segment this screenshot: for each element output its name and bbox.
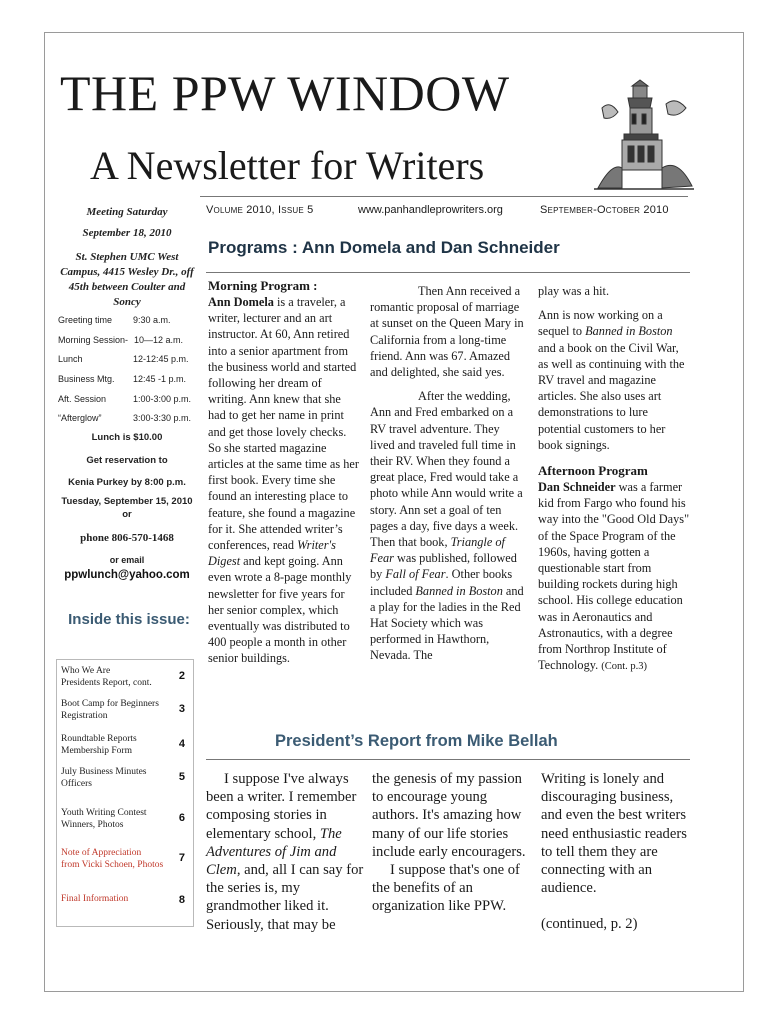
book-title: Banned in Boston — [415, 583, 503, 598]
reservation-deadline: Tuesday, September 15, 2010 or — [61, 496, 193, 520]
schedule-time: 10—12 a.m. — [134, 335, 184, 345]
book-title: Fall of Fear — [385, 567, 446, 582]
programs-column-2 — [370, 283, 526, 664]
president-paragraph: I suppose that's one of the benefits of an organization like PPW. — [372, 862, 520, 915]
reservation-contact: Kenia Purkey by 8:00 p.m. — [68, 477, 186, 488]
toc-page-number: 3 — [178, 703, 185, 715]
toc-title: Roundtable Reports — [61, 734, 137, 744]
schedule-label: Greeting time — [58, 315, 113, 325]
toc-item — [61, 666, 191, 690]
toc-subtitle: Winners, Photos — [61, 819, 124, 830]
toc-item — [61, 734, 191, 758]
website-url: www.panhandleprowriters.org — [358, 204, 503, 216]
newsletter-title: THE PPW WINDOW — [60, 65, 510, 121]
toc-page-number: 4 — [178, 738, 185, 750]
toc-subtitle: Officers — [61, 778, 92, 789]
toc-item — [61, 894, 191, 906]
toc-subtitle: from Vicki Schoen, Photos — [61, 859, 164, 870]
toc-page-number: 2 — [178, 670, 185, 682]
toc-title: July Business Minutes — [61, 767, 147, 777]
or-email-label: or email — [109, 555, 145, 565]
programs-paragraph: Then Ann received a romantic proposal of marriage at sunset on the Queen Mary in California from a long-time friend. Ann was 67. Amazed and delighted, she said yes. — [370, 284, 524, 380]
reservation-note: Get reservation to — [86, 455, 168, 466]
programs-paragraph: After the wedding, Ann and Fred embarked on a RV travel adventure. They lived and traveled full time in their RV. When they found a great place, Fred would take a photo while Ann would write a story. Ann set a goal of ten pages a day, five days a week. Then that book, Triangle of Fear was published, followed by Fall of Fear. Other books included Banned in Boston and a play for the ladies in the Red Hat Society which was performed in Hawthorn, Nevada. The — [370, 389, 524, 663]
toc-title: Boot Camp for Beginners — [61, 699, 159, 709]
masthead-divider — [200, 196, 688, 197]
book-title: Triangle of Fear — [370, 535, 505, 566]
schedule-label: Morning Session- — [58, 335, 129, 345]
continued-note: (Cont. p.3) — [601, 661, 648, 673]
toc-item — [61, 767, 191, 791]
president-divider — [206, 759, 690, 760]
toc-page-number: 5 — [178, 771, 185, 783]
reservation-email: ppwlunch@yahoo.com — [64, 569, 190, 581]
speaker-name: Ann Domela — [208, 295, 274, 309]
toc-item — [61, 699, 191, 723]
issue-date: September-October 2010 — [540, 204, 669, 216]
programs-column-1 — [208, 278, 360, 667]
reservation-phone: phone 806-570-1468 — [80, 532, 174, 544]
schedule-time: 12-12:45 p.m. — [133, 354, 189, 364]
story-title: The Adventures of Jim and Clem — [206, 825, 342, 879]
schedule-time: 9:30 a.m. — [133, 315, 171, 325]
inside-issue-title: Inside this issue: — [68, 611, 190, 628]
president-paragraph: the genesis of my passion to encourage young authors. It's amazing how many of our life stories include early encouragers. — [372, 771, 526, 860]
schedule-time: 1:00-3:00 p.m. — [133, 394, 192, 404]
newsletter-subtitle: A Newsletter for Writers — [90, 143, 485, 188]
schedule-time: 12:45 -1 p.m. — [133, 374, 187, 384]
schedule-label: Business Mtg. — [58, 374, 115, 384]
president-paragraph: Writing is lonely and discouraging business, and even the best writers need enthusiastic readers to tell them they are connecting with an audience. — [541, 771, 687, 897]
toc-title: Youth Writing Contest — [61, 808, 147, 818]
toc-subtitle: Presidents Report, cont. — [61, 677, 152, 688]
president-report-heading: President’s Report from Mike Bellah — [275, 732, 558, 750]
meeting-location: St. Stephen UMC West Campus, 4415 Wesley Dr., off 45th between Coulter and Soncy — [60, 251, 194, 308]
president-column-1 — [206, 770, 368, 934]
toc-subtitle: Registration — [61, 710, 108, 721]
president-paragraph: I suppose I've always been a writer. I remember composing stories in elementary school, The Adventures of Jim and Clem, and, all I can say for the series is, my grandmother liked it. Seriously, that may be — [206, 771, 364, 933]
book-title: Banned in Boston — [585, 324, 673, 339]
volume-issue-label: Volume 2010, Issue 5 — [206, 204, 314, 216]
programs-heading: Programs : Ann Domela and Dan Schneider — [208, 238, 560, 257]
lunch-price: Lunch is $10.00 — [91, 432, 163, 443]
schedule-label: Aft. Session — [58, 394, 107, 404]
speaker-name: Dan Schneider — [538, 480, 616, 495]
programs-divider — [206, 272, 690, 273]
programs-column-3 — [538, 283, 690, 675]
president-column-2 — [372, 770, 534, 916]
toc-title: Note of Appreciation — [61, 848, 142, 858]
toc-title: Final Information — [61, 894, 129, 904]
toc-page-number: 6 — [178, 812, 185, 824]
programs-paragraph: Ann is now working on a sequel to Banned in Boston and a book on the Civil War, as well as continuing with the RV travel and magazine articles. She also uses art demonstrations to lure potential customers to her book signings. — [538, 308, 685, 452]
morning-program-heading: Morning Program : — [208, 278, 318, 293]
magazine-title: Writer's Digest — [208, 538, 336, 569]
meeting-label: Meeting Saturday — [86, 206, 168, 218]
schedule-time: 3:00-3:30 p.m. — [133, 413, 192, 423]
afternoon-program-heading: Afternoon Program — [538, 463, 648, 479]
morning-program-text: Ann Domela is a traveler, a writer, lecturer and an art instructor. At 60, Ann retired into a senior apartment from the business world and started following her dream of writing. Ann knew that she had to get her name in print and get those lovely checks. So she started magazine articles at the same time as her first book. Every time she found an interesting place to feature, she found a magazine for it. She attended writer’s conferences, read Writer's Digest and kept going. Ann even wrote a 8-page monthly newsletter for five years for her senior complex, which eventually was distributed to 400 people a month in other senior buildings. — [208, 295, 359, 666]
toc-title: Who We Are — [61, 666, 111, 676]
building-sketch-image — [592, 78, 696, 192]
table-of-contents — [56, 659, 194, 927]
afternoon-program-text: Dan Schneider was a farmer kid from Fargo who found his way into the "Good Old Days" of the Space Program of the 1960s, having gotten a questionable start from building rockets during high school. His college education was in Aeronautics and Astronautics, with a degree from Northrop Institute of Technology. (Cont. p.3) — [538, 480, 690, 673]
toc-item — [61, 848, 191, 872]
toc-item — [61, 808, 191, 832]
meeting-date: September 18, 2010 — [82, 227, 172, 239]
programs-paragraph: play was a hit. — [538, 284, 610, 298]
toc-page-number: 7 — [178, 852, 185, 864]
toc-page-number: 8 — [178, 894, 185, 906]
continued-note: (continued, p. 2) — [541, 916, 638, 933]
president-column-3 — [541, 770, 693, 934]
schedule-label: Lunch — [58, 354, 83, 364]
schedule-label: “Afterglow” — [58, 413, 102, 423]
toc-subtitle: Membership Form — [61, 745, 132, 756]
